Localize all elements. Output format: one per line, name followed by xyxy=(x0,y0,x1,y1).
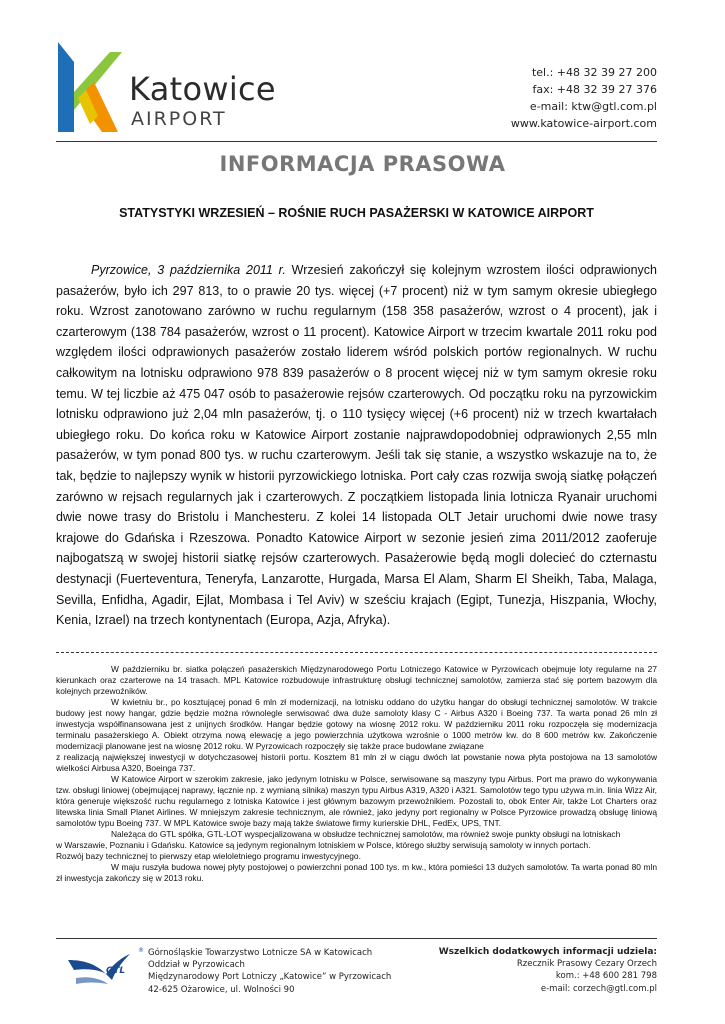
address-line: 42-625 Ożarowice, ul. Wolności 90 xyxy=(148,984,295,995)
footnote-paragraph: W Katowice Airport w szerokim zakresie, jako jedynym lotnisku w Polsce, serwisowane są maszyny typu Airbus. Port ma prawo do wykonywania tzw. obsługi liniowej (obejmującej naprawy, łącznie np. z wymianą silnika) maszyn typu Airbus A319, A320 i A321. Samolotów tego typu używa m.in. linia Wizz Air, która generuje większość ruchu regularnego z lotniska Katowice i jest głównym bazowym przewoźnikiem. Pozostali to, obok Enter Air, także Lot Charters oraz litewska linia Small Planet Airlines. W mniejszym zakresie technicznym, ale również, jako jedyny port regionalny w Polsce Pyrzowice prowadzą obsługę liniową samolotów typu Boeing 737. W MPL Katowice swoje bazy mają także światowe firmy kurierskie DHL, FedEx, UPS, TNT. xyxy=(56,774,657,828)
footnotes xyxy=(56,664,657,884)
footnote-paragraph: W kwietniu br., po kosztującej ponad 6 mln zł modernizacji, na lotnisku oddano do użytku hangar do obsługi technicznej samolotów. W trakcie budowy jest nowy hangar, gdzie będzie można równolegle serwisować dwa duże samoloty klasy C - Airbus A320 i Boeing 737. Ta warta ponad 26 mln zł inwestycja współfinansowana jest z unijnych środków. Hangar będzie gotowy na wiosnę 2012 roku. W październiku 2011 roku rozpoczęła się modernizacja terminalu pasażerskiego A. Obiekt otrzyma nową elewację a jego powierzchnia użytkowa wzrośnie o 1000 metrów kw. do 8 600 metrów kw. Zakończenie modernizacji planowane jest na wiosnę 2012 roku. W Pyrzowicach rozpoczęły się także prace budowlane związane xyxy=(56,697,657,751)
press-release-label: INFORMACJA PRASOWA xyxy=(219,152,506,176)
header-divider xyxy=(56,141,657,142)
contact-phone: tel.: +48 32 39 27 200 xyxy=(531,66,657,79)
footnote-paragraph: Rozwój bazy technicznej to pierwszy etap wieloletniego programu inwestycyjnego. xyxy=(56,851,361,861)
footnote-paragraph: W październiku br. siatka połączeń pasażerskich Międzynarodowego Portu Lotniczego Katowice w Pyrzowicach obejmuje loty regularne na 27 kierunkach oraz czarterowe na 14 trasach. MPL Katowice rozbudowuje infrastrukturę obsługi technicznej samolotów, zamierza stać się portem bazowym dla kolejnych przewoźników. xyxy=(56,664,657,696)
address-line: Górnośląskie Towarzystwo Lotnicze SA w Katowicach xyxy=(148,948,373,958)
footnote-paragraph: z realizacją największej inwestycji w dotychczasowej historii portu. Kosztem 81 mln zł w ciągu dwóch lat powstanie nowa płyta postojowa na 13 samolotów wielkości Airbusa A320, Boeinga 737. xyxy=(56,752,657,773)
company-address xyxy=(138,947,392,996)
body-text: Wrzesień zakończył się kolejnym wzrostem ilości odprawionych pasażerów, było ich 297 813, to o prawie 20 tys. więcej (+7 procent) niż w tym samym okresie ubiegłego roku. Wzrost zanotowano zarówno w ruchu regularnym (158 358 pasażerów, wzrost o 4 procent), jak i czarterowym (138 784 pasażerów, wzrost o 11 procent). Katowice Airport w trzecim kwartale 2011 roku pod względem ilości odprawionych pasażerów zostało liderem wśród polskich portów regionalnych. W ruchu całkowitym na lotnisku odprawiono 978 839 pasażerów o 8 procent więcej niż w tym samym okresie roku temu. W tej liczbie aż 475 047 osób to pasażerowie rejsów czarterowych. Od początku roku na pyrzowickim lotnisku odprawiono już 2,04 mln pasażerów, tj. o 110 tysięcy więcej (+6 procent) niż w trzech kwartałach ubiegłego roku. Do końca roku w Katowice Airport zostanie najprawdopodobniej odprawionych 2,55 mln pasażerów, w tym ponad 800 tys. w ruchu czarterowym. Jeśli tak się stanie, a wszystko wskazuje na to, że tak, będzie to najlepszy wynik w historii pyrzowickiego lotniska. Port cały czas rozwija swoją siatkę połączeń zarówno w rejsach regularnych jak i czarterowych. Z początkiem listopada linia lotnicza Ryanair uruchomi dwie nowe trasy do Bristolu i Manchesteru. Z kolei 14 listopada OLT Jetair uruchomi dwie nowe trasy krajowe do Gdańska i Rzeszowa. Ponadto Katowice Airport w sezonie jesień zima 2011/2012 zaoferuje najbogatszą w swojej historii siatkę rejsów czarterowych. Pasażerowie będą mogli dolecieć do czternastu destynacji (Fuerteventura, Teneryfa, Lanzarotte, Hurgada, Marsa El Alam, Sharm El Sheikh, Taba, Malaga, Sevilla, Enfidha, Agadir, Ejlat, Mombasa i Tel Aviv) w sześciu krajach (Egipt, Tunezja, Hiszpania, Włochy, Kenia, Izrael) na trzech kontynentach (Europa, Azja, Afryka). xyxy=(56,263,657,628)
katowice-airport-logo xyxy=(56,40,296,136)
place-date: Pyrzowice, 3 października 2011 r. xyxy=(91,263,286,277)
footnote-paragraph: w Warszawie, Poznaniu i Gdańsku. Katowice są jedynym regionalnym lotniskiem w Polsce, którego służby serwisują samoloty w innych portach. xyxy=(56,840,591,850)
contact-website[interactable]: www.katowice-airport.com xyxy=(510,117,657,130)
contact-fax: fax: +48 32 39 27 376 xyxy=(532,83,657,96)
press-contact-name: Rzecznik Prasowy Cezary Orzech xyxy=(516,959,657,970)
body-paragraph xyxy=(56,260,657,631)
registered-mark-icon: ® xyxy=(138,947,144,954)
logo-name: Katowice xyxy=(129,70,276,108)
gtl-wordmark: GTL xyxy=(106,966,126,976)
address-line: Oddział w Pyrzowicach xyxy=(148,960,245,971)
headline: STATYSTYKI WRZESIEŃ – ROŚNIE RUCH PASAŻERSKI W KATOWICE AIRPORT xyxy=(119,206,594,220)
footnote-paragraph: Należąca do GTL spółka, GTL-LOT wyspecjalizowana w obsłudze technicznej samolotów, ma również swoje punkty obsługi na lotniskach xyxy=(111,829,621,839)
footer-divider xyxy=(56,938,657,939)
contact-email[interactable]: e-mail: ktw@gtl.com.pl xyxy=(529,100,657,113)
footnote-paragraph: W maju ruszyła budowa nowej płyty postojowej o powierzchni ponad 100 tys. m kw., która pomieści 13 dużych samolotów. Ta warta ponad 80 mln zł inwestycja zakończy się w 2013 roku. xyxy=(56,862,657,883)
press-contact-title: Wszelkich dodatkowych informacji udziela: xyxy=(438,947,657,957)
contact-block xyxy=(511,64,657,132)
logo-subtitle: AIRPORT xyxy=(131,108,227,130)
address-line: Międzynarodowy Port Lotniczy „Katowice” w Pyrzowicach xyxy=(148,972,392,983)
footnote-divider xyxy=(56,652,657,653)
press-contact xyxy=(439,946,657,995)
press-contact-email[interactable]: e-mail: corzech@gtl.com.pl xyxy=(540,983,657,994)
press-contact-phone: kom.: +48 600 281 798 xyxy=(555,971,657,982)
logo-k-mark-icon xyxy=(56,40,130,136)
